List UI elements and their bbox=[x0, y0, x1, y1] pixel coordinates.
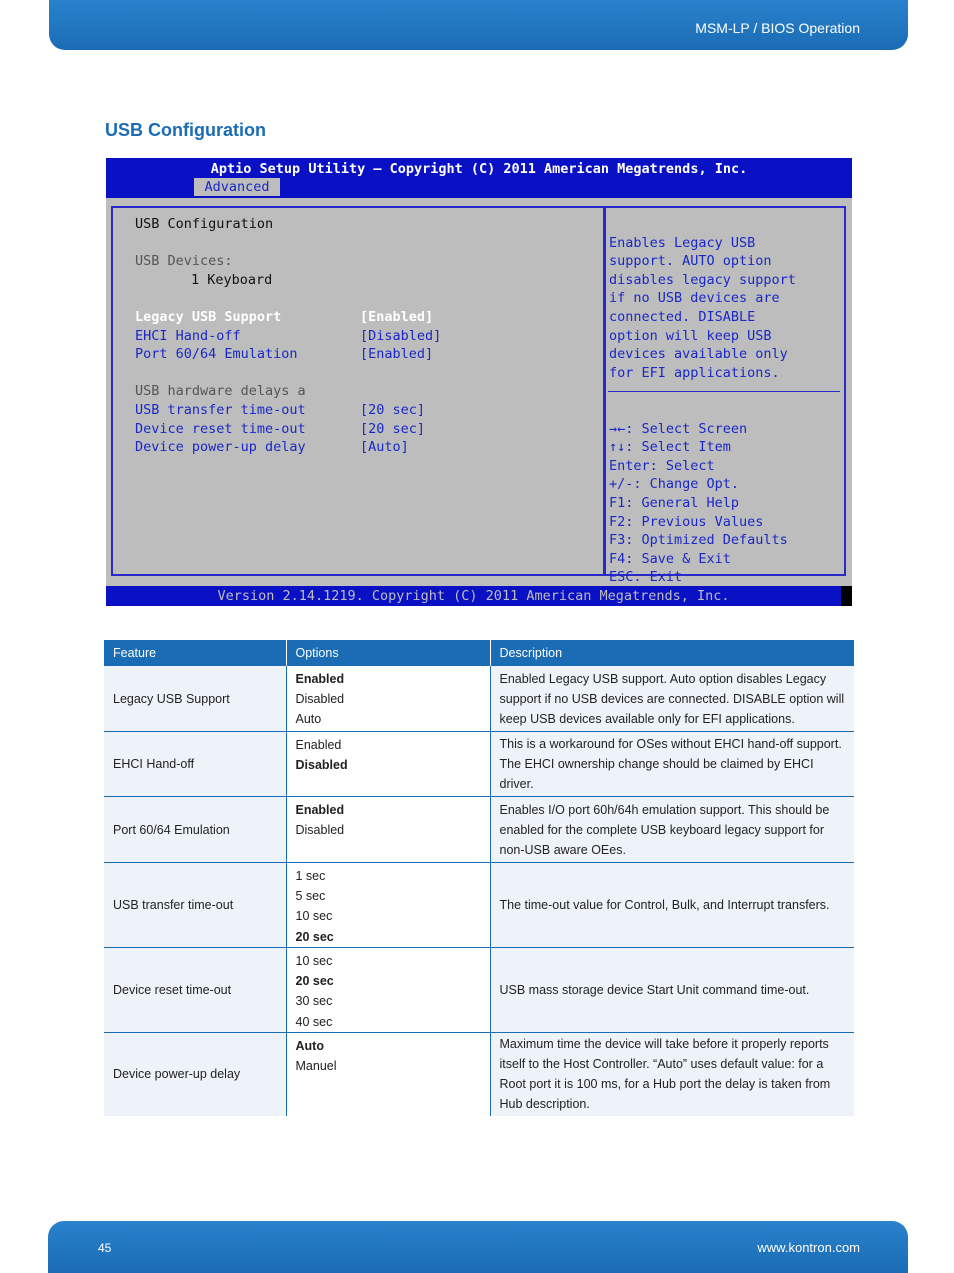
feature-cell: Port 60/64 Emulation bbox=[104, 797, 286, 863]
bios-help-line: connected. DISABLE bbox=[609, 308, 756, 325]
bios-key-line: F3: Optimized Defaults bbox=[609, 532, 788, 549]
bios-help-line: option will keep USB bbox=[609, 327, 772, 344]
option-value: 30 sec bbox=[295, 994, 333, 1009]
description-cell: Maximum time the device will take before it properly reports itself to the Host Controller. “Auto” uses default value: for a Root port it is 100 ms, for a Hub port the delay is taken from Hub description. bbox=[490, 1033, 854, 1116]
feature-cell: EHCI Hand-off bbox=[104, 732, 286, 797]
options-cell bbox=[286, 797, 490, 863]
bios-key-line: F4: Save & Exit bbox=[609, 550, 731, 567]
bios-help-text bbox=[609, 215, 796, 382]
options-cell bbox=[286, 732, 490, 797]
option-value: Enabled bbox=[295, 672, 345, 686]
bios-value-powerup-delay[interactable]: [Auto] bbox=[360, 439, 409, 455]
bios-key-line: Enter: Select bbox=[609, 457, 715, 474]
option-value: 20 sec bbox=[295, 929, 334, 944]
bios-item-ehci[interactable]: EHCI Hand-off bbox=[135, 328, 241, 344]
feature-cell: Legacy USB Support bbox=[104, 666, 286, 732]
options-cell bbox=[286, 948, 490, 1033]
option-value: 10 sec bbox=[295, 954, 333, 968]
bios-version: Version 2.14.1219. Copyright (C) 2011 American Megatrends, Inc. bbox=[217, 588, 730, 604]
option-value: Disabled bbox=[295, 758, 348, 773]
feature-cell: Device power-up delay bbox=[104, 1033, 286, 1116]
section-title: USB Configuration bbox=[105, 120, 266, 140]
bios-item-port6064[interactable]: Port 60/64 Emulation bbox=[135, 346, 298, 362]
table-row bbox=[104, 797, 854, 863]
description-cell: The time-out value for Control, Bulk, and Interrupt transfers. bbox=[490, 863, 854, 948]
bios-key-line: +/-: Change Opt. bbox=[609, 476, 740, 493]
option-value: 1 sec bbox=[295, 869, 326, 883]
bios-help-line: if no USB devices are bbox=[609, 290, 780, 307]
bios-key-line: F1: General Help bbox=[609, 494, 740, 511]
bios-help-line: devices available only bbox=[609, 346, 788, 363]
bios-help-line: for EFI applications. bbox=[609, 364, 780, 381]
option-value: Enabled bbox=[295, 738, 342, 752]
description-cell: Enabled Legacy USB support. Auto option disables Legacy support if no USB devices are connected. DISABLE option will keep USB devices available only for EFI applications. bbox=[490, 666, 854, 732]
option-value: 20 sec bbox=[295, 974, 334, 989]
bios-help-line: Enables Legacy USB bbox=[609, 234, 756, 251]
bios-body bbox=[106, 198, 852, 586]
option-value: Auto bbox=[295, 1039, 324, 1053]
table-row bbox=[104, 732, 854, 797]
feature-cell: USB transfer time-out bbox=[104, 863, 286, 948]
bios-key-legend bbox=[609, 401, 788, 587]
footer-url[interactable]: www.kontron.com bbox=[757, 1240, 860, 1255]
options-table bbox=[104, 640, 854, 1116]
bios-item-transfer-timeout[interactable]: USB transfer time-out bbox=[135, 402, 306, 418]
header-feature: Feature bbox=[104, 640, 286, 666]
table-row bbox=[104, 863, 854, 948]
description-cell: This is a workaround for OSes without EHCI hand-off support. The EHCI ownership change should be claimed by EHCI driver. bbox=[490, 732, 854, 797]
description-cell: USB mass storage device Start Unit command time-out. bbox=[490, 948, 854, 1033]
header-bar bbox=[49, 0, 908, 50]
header-title: MSM-LP / BIOS Operation bbox=[695, 20, 860, 36]
option-value: Auto bbox=[295, 712, 322, 727]
page-number: 45 bbox=[98, 1241, 112, 1255]
options-cell bbox=[286, 863, 490, 948]
option-value: Manuel bbox=[295, 1059, 337, 1074]
bios-help-line: support. AUTO option bbox=[609, 253, 772, 270]
bios-key-line: F2: Previous Values bbox=[609, 513, 764, 530]
bios-value-ehci[interactable]: [Disabled] bbox=[360, 328, 442, 344]
bios-key-line: →←: Select Screen bbox=[609, 420, 748, 437]
bios-help-divider bbox=[608, 391, 840, 392]
bios-value-reset-timeout[interactable]: [20 sec] bbox=[360, 421, 426, 437]
table-row bbox=[104, 1033, 854, 1116]
option-value: Enabled bbox=[295, 803, 345, 817]
bios-value-legacy-usb[interactable]: [Enabled] bbox=[360, 309, 434, 325]
header-options: Options bbox=[286, 640, 490, 666]
bios-value-transfer-timeout[interactable]: [20 sec] bbox=[360, 402, 426, 418]
option-value: Disabled bbox=[295, 692, 345, 707]
bios-key-line: ESC: Exit bbox=[609, 569, 683, 586]
bios-corner bbox=[841, 586, 852, 606]
bios-version-bar bbox=[106, 586, 841, 606]
bios-devices-value: 1 Keyboard bbox=[191, 272, 273, 288]
bios-item-reset-timeout[interactable]: Device reset time-out bbox=[135, 421, 306, 437]
feature-cell: Device reset time-out bbox=[104, 948, 286, 1033]
bios-heading: USB Configuration bbox=[135, 216, 274, 232]
table-header-row bbox=[104, 640, 854, 666]
bios-hw-delays-label: USB hardware delays a bbox=[135, 383, 306, 399]
option-value: Disabled bbox=[295, 823, 345, 838]
table-row bbox=[104, 666, 854, 732]
bios-help-line: disables legacy support bbox=[609, 271, 796, 288]
bios-tab-advanced[interactable]: Advanced bbox=[194, 178, 280, 196]
header-description: Description bbox=[490, 640, 854, 666]
bios-title: Aptio Setup Utility – Copyright (C) 2011 American Megatrends, Inc. bbox=[210, 161, 748, 177]
bios-title-bar bbox=[106, 158, 852, 198]
table-row bbox=[104, 948, 854, 1033]
description-cell: Enables I/O port 60h/64h emulation support. This should be enabled for the complete USB keyboard legacy support for non-USB aware OEes. bbox=[490, 797, 854, 863]
options-cell bbox=[286, 666, 490, 732]
options-cell bbox=[286, 1033, 490, 1116]
footer-bar bbox=[48, 1221, 908, 1273]
option-value: 5 sec bbox=[295, 889, 326, 904]
bios-item-legacy-usb[interactable]: Legacy USB Support bbox=[135, 309, 282, 325]
option-value: 40 sec bbox=[295, 1014, 333, 1029]
bios-screenshot bbox=[106, 158, 852, 606]
bios-devices-label: USB Devices: bbox=[135, 253, 233, 269]
option-value: 10 sec bbox=[295, 909, 333, 924]
bios-item-powerup-delay[interactable]: Device power-up delay bbox=[135, 439, 306, 455]
bios-value-port6064[interactable]: [Enabled] bbox=[360, 346, 434, 362]
bios-key-line: ↑↓: Select Item bbox=[609, 439, 731, 456]
